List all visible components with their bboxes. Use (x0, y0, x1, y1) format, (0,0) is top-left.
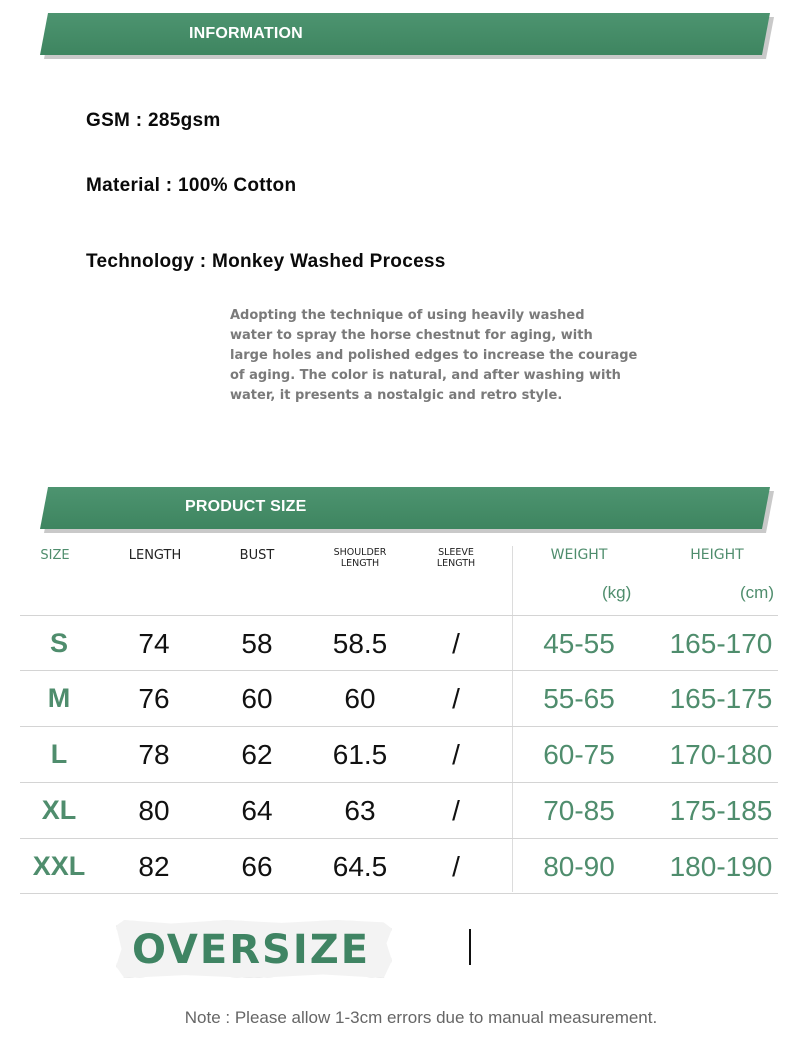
cell-sleeve: / (452, 795, 460, 826)
header-sleeve-line1: SLEEVE (438, 547, 474, 558)
header-weight: WEIGHT (550, 547, 608, 563)
header-shoulder-length (320, 547, 400, 569)
cell-weight: 45-55 (543, 628, 615, 659)
gsm-spec: GSM : 285gsm (86, 110, 221, 131)
cell-weight: 60-75 (543, 739, 615, 770)
header-height: HEIGHT (690, 547, 744, 563)
description-line: Adopting the technique of using heavily washed (230, 308, 585, 323)
header-size: SIZE (40, 548, 70, 563)
header-shoulder-line2: LENGTH (340, 558, 380, 569)
description-line: of aging. The color is natural, and after washing with (230, 368, 621, 383)
technology-description (230, 306, 690, 406)
description-line: water, it presents a nostalgic and retro style. (230, 388, 563, 403)
cell-bust: 66 (241, 851, 273, 882)
cell-sleeve: / (452, 628, 460, 659)
cell-height: 175-185 (669, 795, 773, 826)
cell-shoulder: 58.5 (332, 628, 388, 659)
cell-length: 78 (138, 739, 170, 770)
table-row (0, 616, 800, 671)
cell-length: 82 (138, 851, 170, 882)
description-line: large holes and polished edges to increase the courage (230, 348, 638, 363)
cell-size: M (47, 683, 71, 713)
cell-height: 180-190 (669, 851, 773, 882)
measurement-note: Note : Please allow 1-3cm errors due to manual measurement. (184, 1008, 658, 1027)
product-size-banner (40, 487, 770, 529)
cell-size: S (49, 628, 68, 658)
cell-size: XXL (32, 851, 86, 881)
cell-sleeve: / (452, 851, 460, 882)
cell-size: XL (41, 795, 77, 825)
table-row (0, 671, 800, 726)
cell-weight: 55-65 (543, 683, 615, 714)
product-size-banner-title: PRODUCT SIZE (185, 498, 307, 515)
cell-weight: 80-90 (543, 851, 615, 882)
oversize-label-text: OVERSIZE (132, 927, 371, 973)
information-banner (40, 13, 770, 55)
cell-shoulder: 61.5 (332, 739, 388, 770)
cell-length: 76 (138, 683, 170, 714)
weight-unit: (kg) (602, 583, 632, 602)
cell-height: 170-180 (669, 739, 773, 770)
cell-bust: 60 (241, 683, 273, 714)
cell-size: L (50, 739, 68, 769)
description-line: water to spray the horse chestnut for aging, with (230, 328, 593, 343)
header-bust: BUST (239, 548, 275, 563)
cell-shoulder: 63 (344, 795, 376, 826)
cell-bust: 62 (241, 739, 273, 770)
fit-indicator-bar (469, 929, 471, 965)
table-row (0, 783, 800, 838)
technology-spec: Technology : Monkey Washed Process (86, 251, 446, 272)
cell-shoulder: 64.5 (332, 851, 388, 882)
height-unit: (cm) (740, 583, 774, 602)
cell-sleeve: / (452, 683, 460, 714)
cell-height: 165-170 (669, 628, 773, 659)
cell-height: 165-175 (669, 683, 773, 714)
cell-weight: 70-85 (543, 795, 615, 826)
cell-shoulder: 60 (344, 683, 376, 714)
material-spec: Material : 100% Cotton (86, 175, 297, 196)
cell-sleeve: / (452, 739, 460, 770)
table-row (0, 727, 800, 782)
cell-bust: 58 (241, 628, 273, 659)
cell-bust: 64 (241, 795, 273, 826)
header-sleeve-length (416, 547, 496, 569)
cell-length: 74 (138, 628, 170, 659)
table-row (0, 839, 800, 894)
header-shoulder-line1: SHOULDER (333, 547, 387, 558)
header-sleeve-line2: LENGTH (436, 558, 476, 569)
information-banner-title: INFORMATION (189, 25, 303, 42)
cell-length: 80 (138, 795, 170, 826)
header-length: LENGTH (128, 548, 182, 563)
